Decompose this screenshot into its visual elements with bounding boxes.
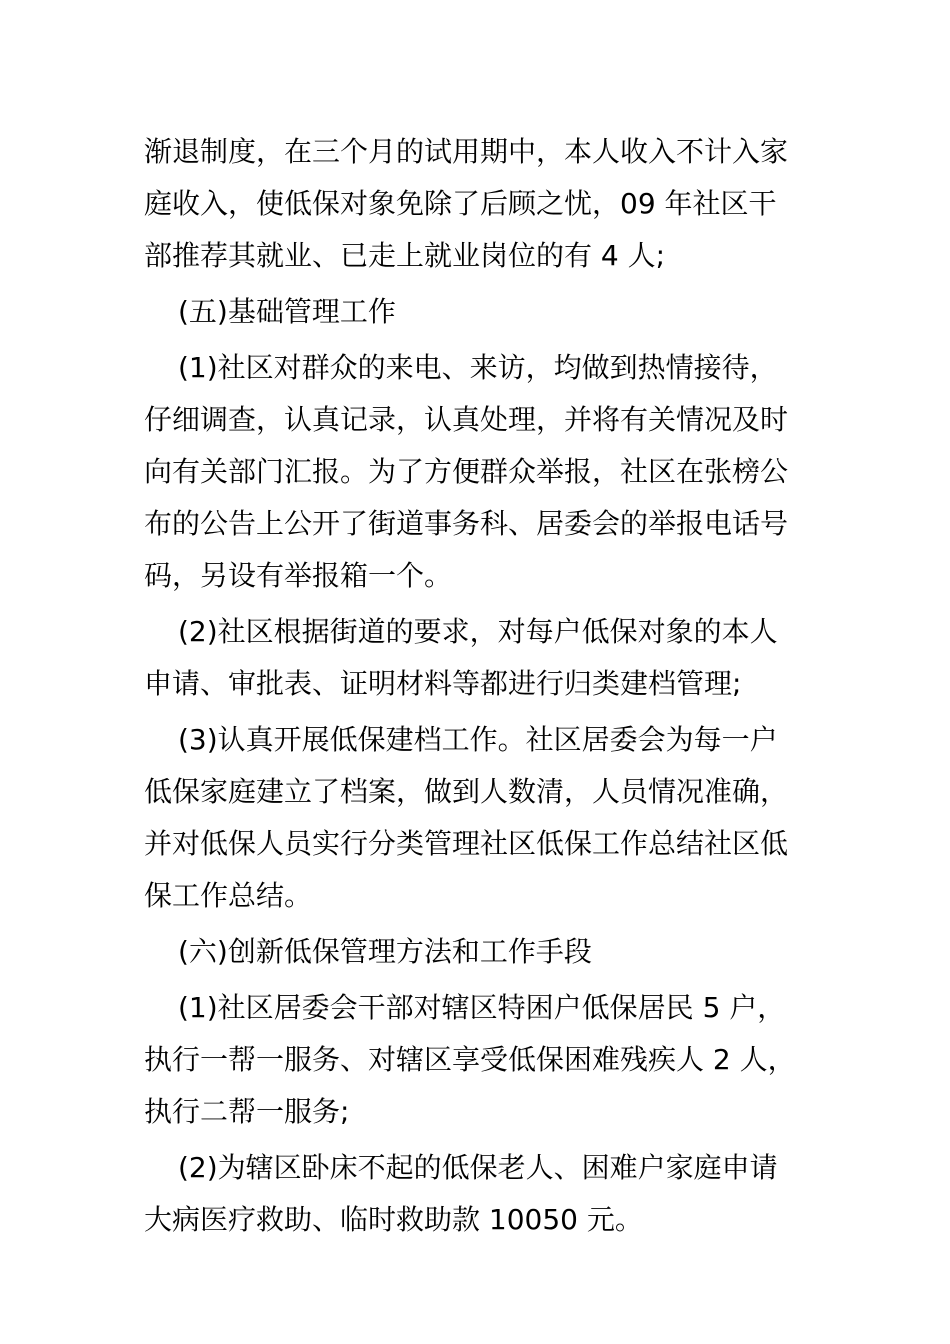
section-heading: (六)创新低保管理方法和工作手段 <box>178 935 592 968</box>
text-line: 渐退制度，在三个月的试用期中，本人收入不计入家 <box>144 135 789 168</box>
text-line: (1)社区居委会干部对辖区特困户低保居民 5 户， <box>178 991 786 1024</box>
text-line: 大病医疗救助、临时救助款 10050 元。 <box>144 1203 643 1236</box>
text-line: 执行二帮一服务; <box>144 1095 350 1128</box>
text-line: 申请、审批表、证明材料等都进行归类建档管理; <box>144 667 742 700</box>
text-line: (2)为辖区卧床不起的低保老人、困难户家庭申请 <box>178 1151 778 1184</box>
text-line: 码，另设有举报箱一个。 <box>144 559 453 592</box>
text-line: (2)社区根据街道的要求，对每户低保对象的本人 <box>178 615 778 648</box>
text-line: 部推荐其就业、已走上就业岗位的有 4 人; <box>144 239 666 272</box>
text-line: 向有关部门汇报。为了方便群众举报，社区在张榜公 <box>144 455 789 488</box>
document-body <box>144 126 812 1246</box>
text-line: 并对低保人员实行分类管理社区低保工作总结社区低 <box>144 827 789 860</box>
text-line: 布的公告上公开了街道事务科、居委会的举报电话号 <box>144 507 789 540</box>
text-line: 执行一帮一服务、对辖区享受低保困难残疾人 2 人， <box>144 1043 796 1076</box>
text-line: 保工作总结。 <box>144 879 313 912</box>
text-line: 仔细调查，认真记录，认真处理，并将有关情况及时 <box>144 403 789 436</box>
section-heading: (五)基础管理工作 <box>178 295 396 328</box>
text-line: 低保家庭建立了档案，做到人数清，人员情况准确， <box>144 775 789 808</box>
text-line: (1)社区对群众的来电、来访，均做到热情接待， <box>178 351 778 384</box>
text-line: (3)认真开展低保建档工作。社区居委会为每一户 <box>178 723 778 756</box>
text-line: 庭收入，使低保对象免除了后顾之忧，09 年社区干 <box>144 187 777 220</box>
